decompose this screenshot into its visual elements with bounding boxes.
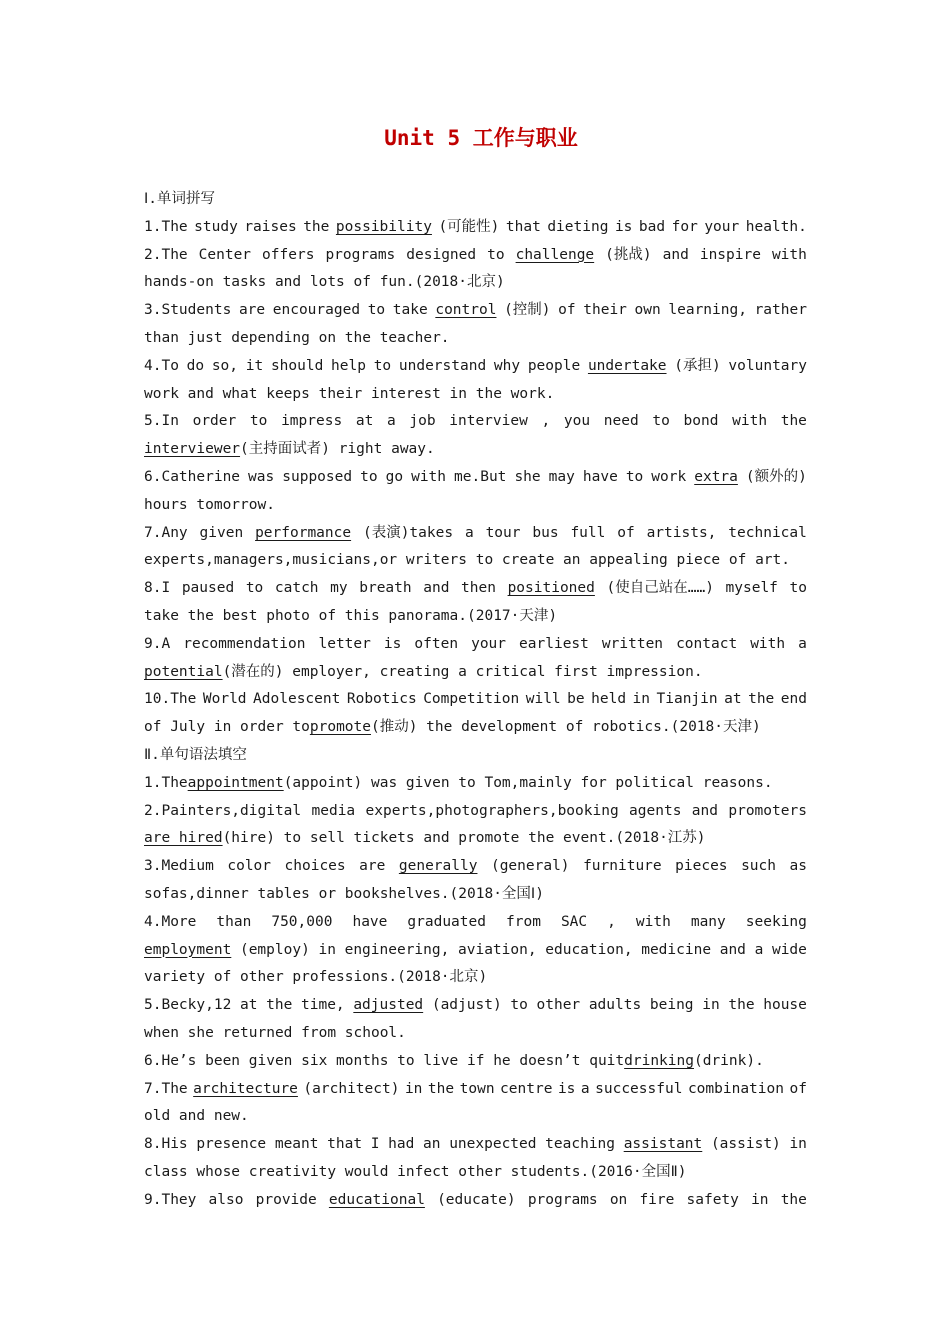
text-segment: unexpected bbox=[449, 1136, 537, 1153]
text-line bbox=[144, 464, 807, 492]
text-segment: (推动) the development of robotics.(2018·天津) bbox=[370, 719, 761, 736]
text-segment: do bbox=[186, 357, 205, 374]
text-segment: sofas,dinner tables or bookshelves.(2018·全国Ⅰ) bbox=[144, 885, 544, 902]
text-segment: own bbox=[634, 302, 661, 319]
text-line bbox=[144, 214, 807, 242]
exercise-body bbox=[144, 186, 807, 1214]
text-segment: a bbox=[798, 635, 807, 652]
text-segment: at bbox=[355, 413, 374, 430]
text-segment: your bbox=[704, 218, 740, 235]
text-segment: than just depending on the teacher. bbox=[144, 329, 450, 346]
text-segment: also bbox=[208, 1191, 244, 1208]
answer-word: promote bbox=[309, 719, 371, 736]
answer-word: control bbox=[435, 302, 497, 319]
text-segment: have bbox=[582, 468, 618, 485]
text-segment: programs bbox=[325, 246, 396, 263]
text-segment: of bbox=[789, 1080, 807, 1097]
text-segment: medicine bbox=[641, 941, 712, 958]
text-segment: and bbox=[662, 246, 689, 263]
text-line bbox=[144, 353, 807, 381]
text-segment: 2.Painters,digital bbox=[144, 802, 302, 819]
text-segment: as bbox=[789, 858, 807, 875]
text-line bbox=[144, 964, 807, 992]
text-segment: need bbox=[603, 413, 639, 430]
text-segment: with bbox=[750, 635, 786, 652]
text-segment: Competition bbox=[423, 691, 520, 708]
text-segment: is bbox=[557, 1080, 576, 1097]
text-segment: 10.The bbox=[144, 691, 197, 708]
text-segment: my bbox=[330, 580, 348, 597]
text-segment: , bbox=[541, 413, 551, 430]
text-segment: a bbox=[386, 413, 396, 430]
text-segment: from bbox=[506, 913, 541, 930]
text-segment: being bbox=[649, 997, 694, 1014]
text-segment: why bbox=[493, 357, 521, 374]
text-segment: inspire bbox=[699, 246, 761, 263]
text-line bbox=[144, 603, 807, 631]
text-segment: many bbox=[690, 913, 726, 930]
text-segment: job bbox=[409, 413, 436, 430]
text-segment: combination bbox=[687, 1080, 784, 1097]
text-segment: class whose creativity would infect other students.(2016·全国Ⅱ) bbox=[144, 1163, 687, 1180]
text-segment: of July in order to bbox=[144, 719, 310, 736]
text-line bbox=[144, 1131, 807, 1159]
text-segment: with bbox=[771, 246, 807, 263]
text-segment: aviation, bbox=[458, 941, 537, 958]
text-segment: and bbox=[691, 802, 718, 819]
text-line bbox=[144, 269, 807, 297]
text-segment: designed bbox=[406, 246, 477, 263]
text-segment: Ⅱ.单句语法填空 bbox=[144, 746, 247, 763]
text-segment: media bbox=[311, 802, 356, 819]
answer-word: are hired bbox=[144, 830, 223, 847]
text-segment: (主持面试者) right away. bbox=[240, 441, 435, 458]
text-segment: choices bbox=[284, 858, 346, 875]
answer-word: possibility bbox=[335, 218, 432, 235]
text-line bbox=[144, 381, 807, 409]
text-segment: 6.He’s been given six months to live if he doesn’t quit bbox=[144, 1052, 625, 1069]
text-segment: 4.To bbox=[144, 357, 179, 374]
text-segment: the bbox=[266, 997, 293, 1014]
text-segment: artists, bbox=[646, 524, 717, 541]
text-segment: , bbox=[607, 913, 616, 930]
text-segment: time, bbox=[301, 997, 345, 1014]
text-line bbox=[144, 492, 807, 520]
text-segment: (general) bbox=[490, 858, 570, 875]
answer-word: appointment bbox=[187, 774, 284, 791]
text-segment: (drink). bbox=[693, 1052, 764, 1069]
text-segment: Ⅰ.单词拼写 bbox=[144, 191, 216, 207]
text-segment: learning, bbox=[668, 302, 747, 319]
text-segment: at bbox=[239, 997, 258, 1014]
text-segment: tour bbox=[485, 524, 521, 541]
text-segment: me.But bbox=[454, 468, 507, 485]
text-line bbox=[144, 1103, 807, 1131]
text-segment: in bbox=[702, 997, 720, 1014]
text-segment: work and what keeps their interest in the work. bbox=[144, 385, 555, 402]
answer-word: educational bbox=[328, 1191, 425, 1208]
text-line bbox=[144, 1187, 807, 1215]
text-segment: she bbox=[514, 468, 541, 485]
text-segment: (assist) bbox=[710, 1136, 781, 1153]
text-segment: recommendation bbox=[183, 635, 306, 652]
text-segment: impress bbox=[281, 413, 343, 430]
text-segment: (可能性) bbox=[438, 218, 500, 235]
text-line bbox=[144, 575, 807, 603]
text-segment: go bbox=[385, 468, 404, 485]
text-segment: programs bbox=[527, 1191, 598, 1208]
text-segment: Adolescent bbox=[253, 691, 341, 708]
text-segment: that bbox=[505, 218, 541, 235]
text-line bbox=[144, 770, 807, 798]
answer-word: drinking bbox=[624, 1052, 694, 1069]
answer-word: potential bbox=[144, 663, 223, 680]
text-segment: in bbox=[318, 941, 336, 958]
text-segment: 5.In bbox=[144, 413, 179, 430]
text-segment: study bbox=[194, 218, 238, 235]
text-line bbox=[144, 992, 807, 1020]
answer-word: architecture bbox=[193, 1080, 298, 1097]
text-segment: old and new. bbox=[144, 1108, 249, 1125]
text-segment: may bbox=[548, 468, 575, 485]
text-line bbox=[144, 798, 807, 826]
text-segment: paused bbox=[181, 580, 235, 597]
text-line bbox=[144, 297, 807, 325]
text-segment: bus bbox=[532, 524, 559, 541]
text-segment: order bbox=[192, 413, 237, 430]
text-line bbox=[144, 659, 807, 687]
text-segment: contact bbox=[676, 635, 738, 652]
text-segment: and bbox=[719, 941, 746, 958]
text-segment: interview bbox=[449, 413, 528, 430]
text-segment: Robotics bbox=[346, 691, 417, 708]
text-segment: provide bbox=[255, 1191, 317, 1208]
text-line bbox=[144, 1020, 807, 1048]
text-segment: graduated bbox=[407, 913, 486, 930]
text-segment: the bbox=[780, 1191, 807, 1208]
text-segment: 2.The bbox=[144, 246, 188, 263]
text-line bbox=[144, 937, 807, 965]
text-segment: (adjust) bbox=[431, 997, 502, 1014]
text-line bbox=[144, 408, 807, 436]
text-segment: full bbox=[570, 524, 606, 541]
text-segment: be bbox=[567, 691, 585, 708]
text-line bbox=[144, 714, 807, 742]
text-segment: to bbox=[789, 580, 807, 597]
text-segment: (表演)takes bbox=[362, 524, 454, 541]
text-segment: (appoint) was given to Tom,mainly for political reasons. bbox=[283, 774, 773, 791]
text-segment: and bbox=[423, 580, 450, 597]
text-segment: to bbox=[373, 357, 392, 374]
text-segment: to bbox=[487, 246, 505, 263]
text-segment: when she returned from school. bbox=[144, 1024, 406, 1041]
text-segment: in bbox=[751, 1191, 769, 1208]
text-segment: presence bbox=[196, 1136, 267, 1153]
text-segment: than bbox=[216, 913, 252, 930]
text-segment: meant bbox=[274, 1136, 319, 1153]
text-segment: should bbox=[270, 357, 324, 374]
text-segment: health. bbox=[745, 218, 807, 235]
text-segment: the bbox=[728, 997, 755, 1014]
text-segment: furniture bbox=[583, 858, 662, 875]
text-segment: take bbox=[392, 302, 428, 319]
text-segment: raises bbox=[244, 218, 297, 235]
text-segment: pieces bbox=[675, 858, 728, 875]
text-segment: often bbox=[414, 635, 459, 652]
text-segment: (educate) bbox=[437, 1191, 516, 1208]
text-segment: the bbox=[748, 691, 775, 708]
text-segment: 1.The bbox=[144, 218, 188, 235]
text-segment: are bbox=[238, 302, 266, 319]
text-segment: the bbox=[427, 1080, 455, 1097]
text-segment: safety bbox=[686, 1191, 739, 1208]
text-segment: given bbox=[199, 524, 244, 541]
text-segment: 4.More bbox=[144, 913, 197, 930]
answer-word: extra bbox=[694, 468, 738, 485]
text-segment: their bbox=[583, 302, 627, 319]
answer-word: performance bbox=[255, 524, 352, 541]
text-segment: in bbox=[632, 691, 651, 708]
text-segment: offers bbox=[262, 246, 315, 263]
text-segment: to bbox=[652, 413, 670, 430]
text-segment: I bbox=[370, 1136, 380, 1153]
text-segment: education, bbox=[545, 941, 633, 958]
text-segment: 1.The bbox=[144, 774, 188, 791]
text-segment: teaching bbox=[545, 1136, 616, 1153]
text-line bbox=[144, 825, 807, 853]
text-segment: encouraged bbox=[272, 302, 361, 319]
text-segment: (控制) bbox=[504, 302, 551, 319]
text-segment: (使自己站在……) bbox=[606, 580, 714, 597]
answer-word: positioned bbox=[507, 580, 595, 597]
text-segment: 3.Medium bbox=[144, 858, 214, 875]
text-segment: 7.The bbox=[144, 1080, 188, 1097]
text-segment: was bbox=[248, 468, 275, 485]
text-segment: color bbox=[227, 858, 272, 875]
text-segment: 9.They bbox=[144, 1191, 197, 1208]
text-segment: the bbox=[303, 218, 330, 235]
text-segment: you bbox=[563, 413, 591, 430]
text-segment: dieting bbox=[547, 218, 609, 235]
text-line bbox=[144, 881, 807, 909]
text-segment: seeking bbox=[745, 913, 807, 930]
text-segment: on bbox=[609, 1191, 628, 1208]
text-segment: 3.Students bbox=[144, 302, 232, 319]
answer-word: challenge bbox=[515, 246, 595, 263]
text-segment: to bbox=[510, 997, 528, 1014]
text-segment: supposed bbox=[282, 468, 353, 485]
text-segment: understand bbox=[398, 357, 487, 374]
text-segment: will bbox=[525, 691, 561, 708]
text-segment: to bbox=[625, 468, 644, 485]
text-segment: variety of other professions.(2018·北京) bbox=[144, 969, 488, 986]
text-segment: a bbox=[580, 1080, 590, 1097]
text-segment: centre bbox=[500, 1080, 553, 1097]
text-segment: is bbox=[614, 218, 633, 235]
text-line bbox=[144, 1159, 807, 1187]
text-segment: help bbox=[331, 357, 366, 374]
text-segment: with bbox=[732, 413, 768, 430]
text-segment: Tianjin bbox=[656, 691, 718, 708]
text-segment: experts,managers,musicians,or writers to create an appealing piece of art. bbox=[144, 552, 791, 569]
text-segment: to bbox=[249, 413, 268, 430]
text-line bbox=[144, 909, 807, 937]
text-segment: is bbox=[383, 635, 402, 652]
text-segment: (额外的) bbox=[745, 468, 807, 485]
text-segment: successful bbox=[595, 1080, 683, 1097]
answer-word: undertake bbox=[587, 357, 667, 374]
text-segment: 8.I bbox=[144, 580, 171, 597]
text-segment: engineering, bbox=[344, 941, 450, 958]
text-segment: (architect) bbox=[303, 1080, 400, 1097]
text-line bbox=[144, 1048, 807, 1076]
page-title: Unit 5 工作与职业 bbox=[384, 126, 578, 150]
text-segment: agents bbox=[629, 802, 682, 819]
text-segment: bond bbox=[683, 413, 719, 430]
text-segment: promoters bbox=[728, 802, 807, 819]
text-segment: rather bbox=[754, 302, 807, 319]
text-segment: in bbox=[404, 1080, 423, 1097]
text-segment: so, bbox=[211, 357, 239, 374]
text-line bbox=[144, 631, 807, 659]
answer-word: assistant bbox=[623, 1136, 703, 1153]
text-segment: experts,photographers,booking bbox=[365, 802, 619, 819]
text-segment: World bbox=[202, 691, 247, 708]
text-segment: an bbox=[423, 1136, 441, 1153]
text-segment: other bbox=[536, 997, 581, 1014]
text-segment: with bbox=[635, 913, 671, 930]
text-segment: letter bbox=[318, 635, 371, 652]
answer-word: adjusted bbox=[353, 997, 424, 1014]
text-segment: fire bbox=[639, 1191, 675, 1208]
text-segment: your bbox=[471, 635, 507, 652]
text-line bbox=[144, 853, 807, 881]
text-segment: (employ) bbox=[239, 941, 310, 958]
text-segment: wide bbox=[771, 941, 807, 958]
text-segment: at bbox=[724, 691, 742, 708]
text-segment: take the best photo of this panorama.(2017·天津) bbox=[144, 607, 558, 624]
text-segment: bad bbox=[638, 218, 666, 235]
text-segment: it bbox=[245, 357, 264, 374]
text-segment: in bbox=[789, 1136, 807, 1153]
text-segment: 6.Catherine bbox=[144, 468, 241, 485]
text-segment: such bbox=[741, 858, 776, 875]
text-line bbox=[144, 325, 807, 353]
text-segment: (承担) bbox=[674, 357, 721, 374]
answer-word: employment bbox=[144, 941, 232, 958]
text-line bbox=[144, 742, 807, 770]
text-segment: a bbox=[464, 524, 474, 541]
text-segment: breath bbox=[359, 580, 412, 597]
text-segment: for bbox=[671, 218, 698, 235]
text-segment: the bbox=[780, 413, 807, 430]
text-segment: written bbox=[601, 635, 664, 652]
text-segment: (挑战) bbox=[605, 246, 652, 263]
text-line bbox=[144, 686, 807, 714]
text-segment: have bbox=[352, 913, 388, 930]
text-segment: adults bbox=[588, 997, 642, 1014]
text-segment: then bbox=[461, 580, 496, 597]
text-segment: technical bbox=[728, 524, 807, 541]
text-segment: people bbox=[527, 357, 581, 374]
text-segment: 9.A bbox=[144, 635, 171, 652]
text-segment: had bbox=[388, 1136, 415, 1153]
text-segment: with bbox=[411, 468, 447, 485]
text-line bbox=[144, 242, 807, 270]
text-segment: end bbox=[780, 691, 807, 708]
text-segment: of bbox=[558, 302, 576, 319]
text-segment: (hire) to sell tickets and promote the event.(2018·江苏) bbox=[222, 830, 706, 847]
text-segment: hours tomorrow. bbox=[144, 496, 275, 513]
answer-word: generally bbox=[398, 858, 478, 875]
text-segment: to bbox=[367, 302, 386, 319]
text-line bbox=[144, 186, 807, 214]
text-segment: held bbox=[591, 691, 627, 708]
answer-word: interviewer bbox=[144, 441, 241, 458]
text-line bbox=[144, 520, 807, 548]
text-segment: 5.Becky,12 bbox=[144, 997, 232, 1014]
text-segment: SAC bbox=[560, 913, 588, 930]
text-segment: earliest bbox=[519, 635, 589, 652]
text-segment: 7.Any bbox=[144, 524, 188, 541]
text-segment: myself bbox=[725, 580, 778, 597]
text-segment: of bbox=[617, 524, 635, 541]
text-segment: voluntary bbox=[728, 357, 807, 374]
text-line bbox=[144, 1076, 807, 1104]
text-segment: that bbox=[327, 1136, 363, 1153]
text-segment: house bbox=[763, 997, 807, 1014]
text-segment: Center bbox=[198, 246, 252, 263]
text-segment: (潜在的) employer, creating a critical first impression. bbox=[222, 663, 703, 680]
text-segment: catch bbox=[274, 580, 319, 597]
text-segment: to bbox=[245, 580, 264, 597]
text-line bbox=[144, 436, 807, 464]
text-segment: hands-on tasks and lots of fun.(2018·北京) bbox=[144, 274, 505, 291]
text-segment: are bbox=[359, 858, 386, 875]
text-segment: 8.His bbox=[144, 1136, 188, 1153]
text-segment: a bbox=[754, 941, 764, 958]
text-line bbox=[144, 547, 807, 575]
text-segment: work bbox=[651, 468, 687, 485]
text-segment: to bbox=[360, 468, 378, 485]
text-segment: 750,000 bbox=[271, 913, 333, 930]
text-segment: town bbox=[459, 1080, 495, 1097]
